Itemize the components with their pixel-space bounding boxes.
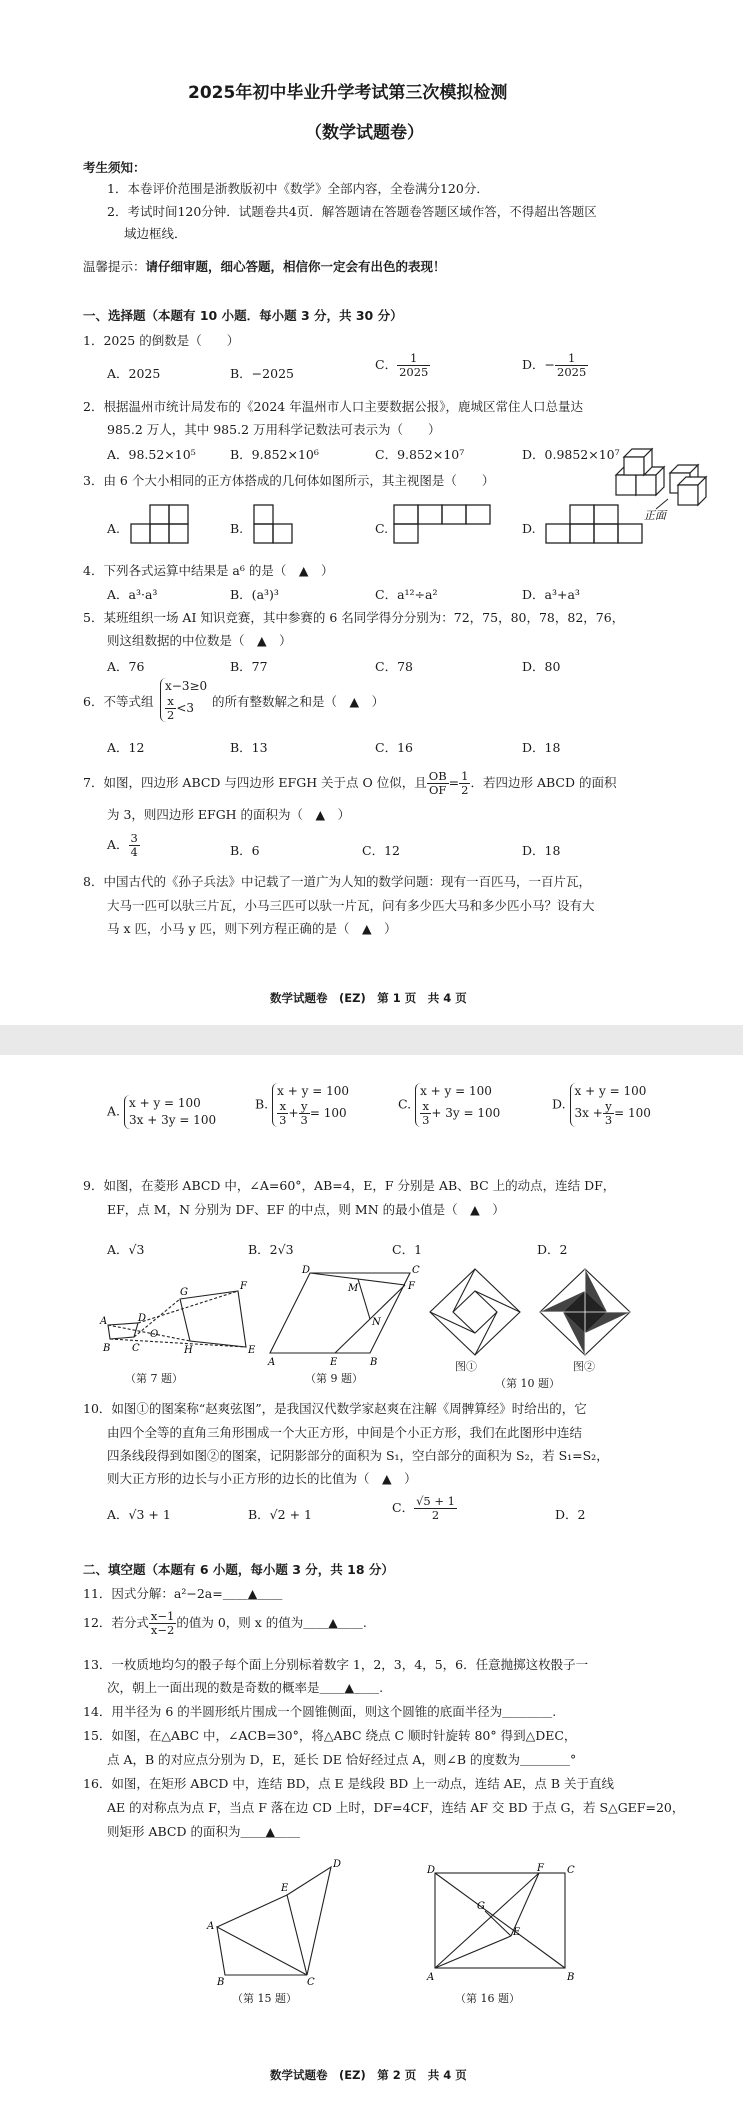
q5-option-b: B．77 <box>230 659 268 674</box>
q6-option-d: D．18 <box>522 740 561 755</box>
tip-text: 请仔细审题，细心答题，相信你一定会有出色的表现！ <box>145 259 446 274</box>
q8-option-b <box>255 1083 349 1127</box>
q7-line-1 <box>83 770 616 797</box>
q8-a-label: A. <box>107 1103 121 1119</box>
q8-b-eq-1: x + y = 100 <box>277 1084 349 1098</box>
svg-text:C: C <box>412 1265 420 1276</box>
q3-option-d: D. <box>522 521 536 536</box>
svg-text:E: E <box>330 1357 338 1368</box>
q7-ratio-num: OB <box>428 769 447 783</box>
q2-option-a: A．98.52×10⁵ <box>107 447 196 462</box>
q7-a-den: 4 <box>130 845 138 859</box>
q12-post: 的值为 0，则 x 的值为＿＿▲＿＿. <box>176 1615 367 1630</box>
q8-d-label: D. <box>552 1096 566 1112</box>
svg-text:F: F <box>240 1281 247 1292</box>
q8-d-3x: 3x + <box>574 1106 603 1120</box>
q8-c-rhs: + 3y = 100 <box>431 1106 501 1120</box>
q16-line-1: 16．如图，在矩形 ABCD 中，连结 BD，点 E 是线段 BD 上一动点，连结 AE，点 B 关于直线 <box>83 1776 615 1791</box>
q16-line-3: 则矩形 ABCD 的面积为＿＿▲＿＿ <box>107 1824 301 1839</box>
svg-text:B: B <box>567 1972 575 1983</box>
caption-fig-1: 图① <box>455 1360 477 1373</box>
svg-text:A: A <box>207 1921 215 1932</box>
svg-text:G: G <box>477 1901 485 1912</box>
q7-line-1b: ．若四边形 ABCD 的面积 <box>470 775 617 790</box>
q7-option-d: D．18 <box>522 843 561 858</box>
fig-q9 <box>270 1263 420 1368</box>
q13-line-1: 13．一枚质地均匀的骰子每个面上分别标着数字 1，2，3，4，5，6．任意抛掷这枚骰子一 <box>83 1657 589 1672</box>
q1-option-a: A．2025 <box>107 366 161 381</box>
q7-line-1a: 7．如图，四边形 ABCD 与四边形 EFGH 关于点 O 位似，且 <box>83 775 427 790</box>
q8-c-eq-1: x + y = 100 <box>420 1084 492 1098</box>
q8-option-a <box>107 1095 216 1129</box>
q8-option-c <box>398 1083 500 1127</box>
page-1-footer: 数学试题卷 (EZ) 第 1 页 共 4 页 <box>270 991 467 1005</box>
q5-option-d: D．80 <box>522 659 561 674</box>
section-1-heading: 一、选择题（本题有 10 小题．每小题 3 分，共 30 分） <box>83 308 403 323</box>
q6-ineq-2-num: x <box>165 695 176 709</box>
q7-half-num: 1 <box>461 769 469 783</box>
q1-c-den: 2025 <box>399 365 429 379</box>
q1-c-num: 1 <box>397 352 430 366</box>
q5-line-2: 则这组数据的中位数是（ ▲ ） <box>107 633 292 648</box>
q10-c-den: 2 <box>431 1508 440 1522</box>
q2-option-d: D．0.9852×10⁷ <box>522 447 620 462</box>
q12-den: x−2 <box>150 1623 175 1637</box>
tip-label: 温馨提示： <box>83 259 146 274</box>
q10-c-label: C． <box>392 1500 415 1515</box>
q3-option-c-figure <box>393 503 491 545</box>
q14: 14．用半径为 6 的半圆形纸片围成一个圆锥侧面，则这个圆锥的底面半径为＿＿＿＿. <box>83 1704 557 1719</box>
q10-line-3: 四条线段得到如图②的图案，记阴影部分的面积为 S₁，空白部分的面积为 S₂，若 S₁=S₂， <box>107 1448 609 1463</box>
q3-option-a: A. <box>107 521 121 536</box>
page-title: 2025年初中毕业升学考试第三次模拟检测 <box>188 83 508 103</box>
svg-text:H: H <box>184 1345 193 1356</box>
svg-text:E: E <box>248 1345 256 1356</box>
q10-c-num: √5 + 1 <box>416 1494 455 1508</box>
q11: 11．因式分解：a²−2a=＿＿▲＿＿ <box>83 1586 283 1601</box>
svg-text:M: M <box>348 1283 359 1294</box>
q8-d-eq-1: x + y = 100 <box>574 1084 647 1098</box>
q9-option-c: C．1 <box>392 1242 423 1257</box>
svg-text:E: E <box>281 1883 289 1894</box>
q5-line-1: 5．某班组织一场 AI 知识竞赛，其中参赛的 6 名同学得分分别为：72，75，80，78，82，76， <box>83 610 625 625</box>
q8-d-3: 3 <box>604 1113 613 1127</box>
q8-a-eq-2: 3x + 3y = 100 <box>129 1113 217 1127</box>
caption-q15: （第 15 题） <box>232 1992 297 2005</box>
q4-option-b: B．(a³)³ <box>230 587 279 602</box>
svg-text:E: E <box>513 1927 521 1938</box>
q6-option-c: C．16 <box>375 740 413 755</box>
q1-stem: 1．2025 的倒数是（ ） <box>83 333 240 348</box>
page-gap <box>0 1025 743 1055</box>
svg-text:F: F <box>408 1281 415 1292</box>
q1-option-c <box>375 352 430 379</box>
page-2 <box>0 1055 743 2102</box>
q6-option-a: A．12 <box>107 740 145 755</box>
page-1 <box>0 0 743 1025</box>
q10-option-a: A．√3 + 1 <box>107 1507 171 1522</box>
svg-text:B: B <box>103 1343 111 1354</box>
svg-text:D: D <box>302 1265 311 1276</box>
q6-pre: 6．不等式组 <box>83 694 154 709</box>
q8-b-rhs: = 100 <box>309 1106 347 1120</box>
q6-ineq-2-den: 2 <box>167 708 175 722</box>
q13-line-2: 次，朝上一面出现的数是奇数的概率是＿＿▲＿＿. <box>107 1680 384 1695</box>
svg-text:D: D <box>138 1313 147 1324</box>
notice-item-2b: 域边框线． <box>124 226 187 241</box>
q7-line-2: 为 3，则四边形 EFGH 的面积为（ ▲ ） <box>107 807 351 822</box>
q12 <box>83 1610 367 1637</box>
q1-d-num: 1 <box>555 352 588 366</box>
fig-q15 <box>205 1855 345 1988</box>
q1-d-den: 2025 <box>557 365 587 379</box>
q9-line-2: EF，点 M，N 分别为 DF、EF 的中点，则 MN 的最小值是（ ▲ ） <box>107 1202 505 1217</box>
q10-option-d: D．2 <box>555 1507 586 1522</box>
caption-q7: （第 7 题） <box>125 1372 183 1385</box>
q8-c-label: C. <box>398 1096 412 1112</box>
q10-option-c <box>392 1495 457 1522</box>
q10-line-1: 10．如图①的图案称“赵爽弦图”，是我国汉代数学家赵爽在注解《周髀算经》时给出的，它 <box>83 1401 587 1416</box>
q4-option-c: C．a¹²÷a² <box>375 587 438 602</box>
q7-option-a <box>107 832 140 859</box>
caption-q9: （第 9 题） <box>305 1372 363 1385</box>
caption-fig-2: 图② <box>573 1360 595 1373</box>
svg-text:C: C <box>567 1865 575 1876</box>
q4-option-a: A．a³·a³ <box>107 587 158 602</box>
tip <box>83 256 446 277</box>
q7-option-b: B．6 <box>230 843 260 858</box>
q7-half-den: 2 <box>461 783 469 797</box>
q10-line-4: 则大正方形的边长与小正方形的边长的比值为（ ▲ ） <box>107 1471 417 1486</box>
fig-q16 <box>425 1863 575 1983</box>
q3-option-c: C. <box>375 521 389 536</box>
q1-option-d <box>522 352 588 379</box>
svg-text:G: G <box>180 1287 188 1298</box>
svg-text:D: D <box>333 1859 342 1870</box>
svg-text:D: D <box>427 1865 436 1876</box>
q6-option-b: B．13 <box>230 740 268 755</box>
q10-option-b: B．√2 + 1 <box>248 1507 312 1522</box>
q2-option-b: B．9.852×10⁶ <box>230 447 319 462</box>
fig-q10-figure-2 <box>535 1267 635 1357</box>
q8-a-eq-1: x + y = 100 <box>129 1096 201 1110</box>
q15-line-2: 点 A，B 的对应点分别为 D，E，延长 DE 恰好经过点 A，则∠B 的度数为＿＿＿＿° <box>107 1752 577 1767</box>
q6-post: 的所有整数解之和是（ ▲ ） <box>212 694 385 709</box>
q8-d-y: y <box>603 1100 614 1114</box>
q8-option-d <box>552 1083 651 1127</box>
svg-text:C: C <box>132 1343 140 1354</box>
svg-text:A: A <box>100 1316 108 1327</box>
q6-ineq-2-rest: <3 <box>176 701 195 715</box>
q3-option-d-figure <box>545 503 643 545</box>
q8-c-x: x <box>420 1100 431 1114</box>
q5-option-c: C．78 <box>375 659 413 674</box>
q8-d-rhs: = 100 <box>614 1106 651 1120</box>
q8-b-x: x <box>277 1100 288 1114</box>
fig-q7 <box>98 1277 258 1367</box>
q7-a-num: 3 <box>130 831 138 845</box>
q2-line-1: 2．根据温州市统计局发布的《2024 年温州市人口主要数据公报》，鹿城区常住人口总量达 <box>83 399 583 414</box>
q4-option-d: D．a³+a³ <box>522 587 580 602</box>
svg-text:A: A <box>427 1972 435 1983</box>
svg-text:B: B <box>217 1977 225 1988</box>
q3-option-a-figure <box>130 503 190 545</box>
q7-ratio-den: OF <box>429 783 447 797</box>
q1-c-label: C． <box>375 357 398 372</box>
q12-num: x−1 <box>150 1609 175 1623</box>
q8-b-plus: + <box>288 1106 299 1120</box>
q1-d-label: D．− <box>522 357 555 372</box>
q6-ineq-1: x−3≥0 <box>165 679 208 693</box>
q16-line-2: AE 的对称点为点 F，当点 F 落在边 CD 上时，DF=4CF，连结 AF 交 BD 于点 G，若 S△GEF=20， <box>107 1800 685 1815</box>
q8-line-2: 大马一匹可以驮三片瓦，小马三匹可以驮一片瓦，问有多少匹大马和多少匹小马？设有大 <box>107 898 595 913</box>
q7-eq: = <box>448 775 460 790</box>
svg-text:N: N <box>372 1317 381 1328</box>
q6-system <box>160 678 207 722</box>
q7-option-c: C．12 <box>362 843 400 858</box>
q8-line-1: 8．中国古代的《孙子兵法》中记载了一道广为人知的数学问题：现有一百匹马，一百片瓦， <box>83 874 591 889</box>
svg-text:F: F <box>537 1863 544 1874</box>
q3-option-b: B. <box>230 521 244 536</box>
svg-text:C: C <box>307 1977 315 1988</box>
q9-option-a: A．√3 <box>107 1242 145 1257</box>
q3-stem: 3．由 6 个大小相同的正方体搭成的几何体如图所示，其主视图是（ ） <box>83 473 495 488</box>
front-label: 正面 <box>644 509 666 522</box>
q15-line-1: 15．如图，在△ABC 中，∠ACB=30°，将△ABC 绕点 C 顺时针旋转 80° 得到△DEC， <box>83 1728 577 1743</box>
q4-stem: 4．下列各式运算中结果是 a⁶ 的是（ ▲ ） <box>83 563 334 578</box>
q2-option-c: C．9.852×10⁷ <box>375 447 465 462</box>
page-2-footer: 数学试题卷 (EZ) 第 2 页 共 4 页 <box>270 2068 467 2082</box>
q12-pre: 12．若分式 <box>83 1615 149 1630</box>
notice-heading: 考生须知： <box>83 160 146 175</box>
svg-text:A: A <box>268 1357 276 1368</box>
q7-a-label: A． <box>107 837 129 852</box>
q9-option-d: D．2 <box>537 1242 568 1257</box>
q9-line-1: 9．如图，在菱形 ABCD 中，∠A=60°，AB=4，E，F 分别是 AB、BC 上的动点，连结 DF， <box>83 1178 616 1193</box>
section-2-heading: 二、填空题（本题有 6 小题，每小题 3 分，共 18 分） <box>83 1562 394 1577</box>
q2-line-2: 985.2 万人，其中 985.2 万用科学记数法可表示为（ ） <box>107 422 441 437</box>
q9-option-b: B．2√3 <box>248 1242 294 1257</box>
q8-b-3b: 3 <box>300 1113 308 1127</box>
notice-item-2a: 2．考试时间120分钟．试题卷共4页．解答题请在答题卷答题区域作答，不得超出答题区 <box>107 204 597 219</box>
page-subtitle: （数学试题卷） <box>305 123 424 143</box>
q1-option-b: B．−2025 <box>230 366 294 381</box>
caption-q10: （第 10 题） <box>495 1377 560 1390</box>
q10-line-2: 由四个全等的直角三角形围成一个大正方形，中间是个小正方形，我们在此图形中连结 <box>107 1425 583 1440</box>
svg-text:B: B <box>370 1357 378 1368</box>
svg-text:O: O <box>150 1329 159 1340</box>
fig-q10-figure-1 <box>425 1267 525 1357</box>
front-arrow <box>656 499 668 509</box>
notice-item-1: 1．本卷评价范围是浙教版初中《数学》全部内容，全卷满分120分． <box>107 181 489 196</box>
q5-option-a: A．76 <box>107 659 145 674</box>
q8-line-3: 马 x 匹，小马 y 匹，则下列方程正确的是（ ▲ ） <box>107 921 397 936</box>
q8-b-y: y <box>299 1100 310 1114</box>
q8-b-label: B. <box>255 1096 269 1112</box>
q3-option-b-figure <box>253 503 295 545</box>
q8-b-3a: 3 <box>279 1113 287 1127</box>
caption-q16: （第 16 题） <box>455 1992 520 2005</box>
q8-c-3: 3 <box>422 1113 430 1127</box>
